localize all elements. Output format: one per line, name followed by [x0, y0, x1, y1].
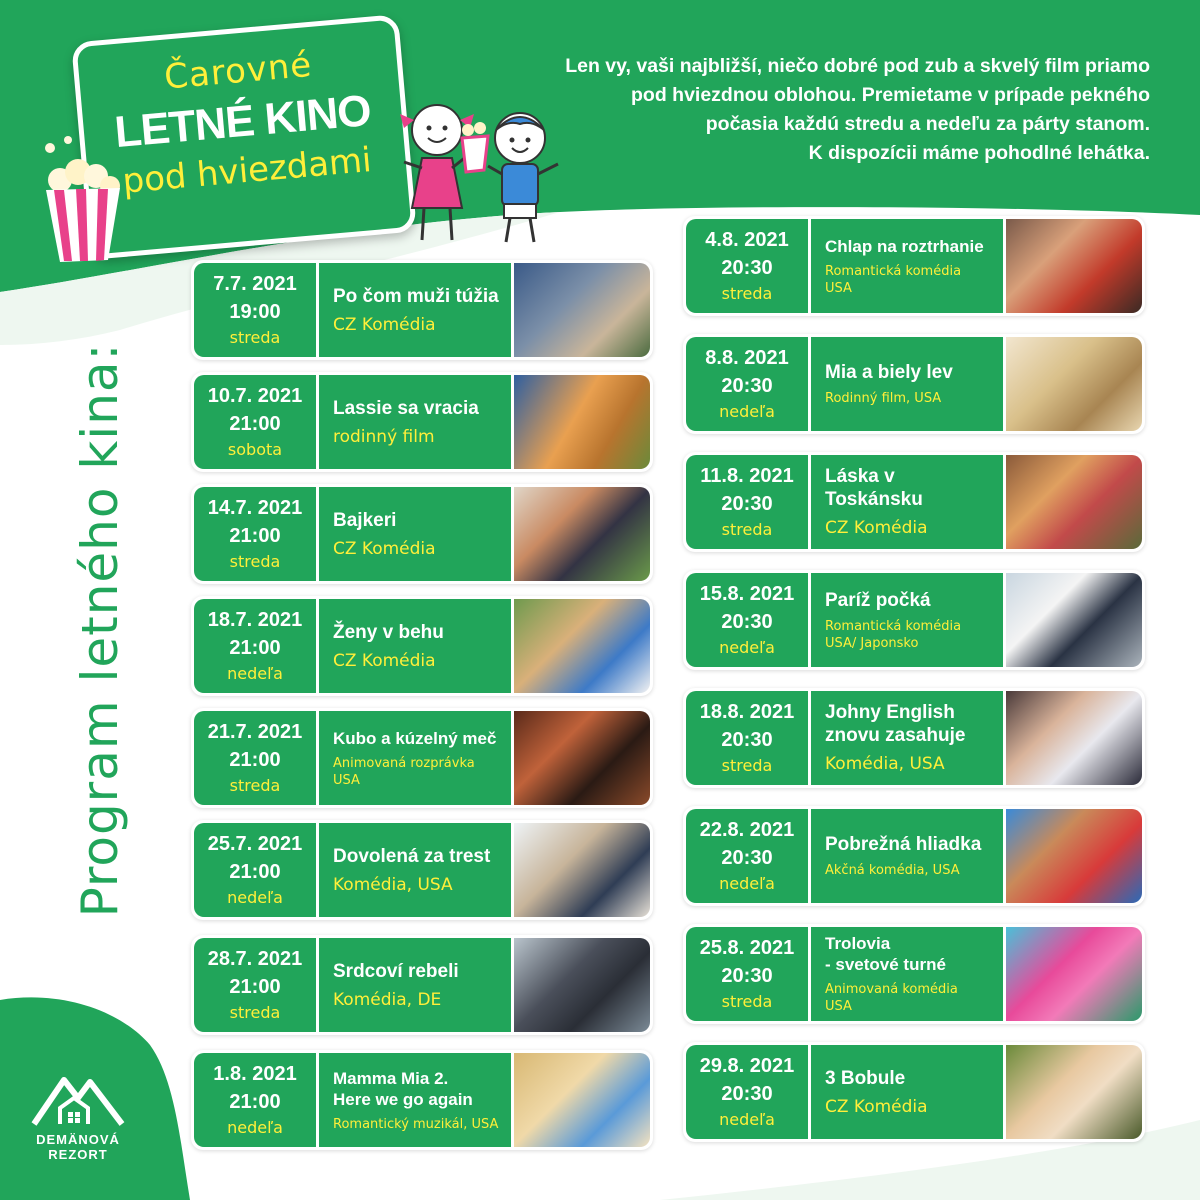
movie-title: Paríž počká: [825, 589, 931, 611]
movie-poster: [1003, 809, 1142, 903]
movie-title: Pobrežná hliadka: [825, 834, 982, 855]
movie-info: [811, 455, 1003, 549]
screening-hour: 20:30: [721, 493, 773, 515]
movie-title: Kubo a kúzelný meč: [333, 728, 497, 748]
movie-poster: [1003, 455, 1142, 549]
movie-genre: Komédia, USA: [333, 874, 453, 895]
movie-poster: [511, 487, 650, 581]
intro-line: pod hviezdnou oblohou. Premietame v prípade pekného: [631, 84, 1150, 106]
movie-genre: CZ Komédia: [333, 650, 436, 671]
screening-day: streda: [229, 1003, 281, 1022]
movie-info: [811, 691, 1003, 785]
movie-poster: [511, 711, 650, 805]
intro-line: Len vy, vaši najbližší, niečo dobré pod zub a skvelý film priamo: [565, 55, 1150, 77]
movie-info: [319, 1053, 511, 1147]
movie-info: [811, 337, 1003, 431]
movie-title: Po čom muži túžia: [333, 285, 499, 307]
screening-date: 18.8. 2021: [699, 701, 795, 723]
screening-day: streda: [721, 520, 773, 539]
screening-hour: 21:00: [229, 976, 281, 998]
movie-info: [319, 823, 511, 917]
movie-card[interactable]: [683, 570, 1145, 670]
screening-hour: 20:30: [721, 965, 773, 987]
movie-genre: Akčná komédia, USA: [825, 863, 960, 878]
screening-time: [686, 691, 811, 785]
screening-hour: 20:30: [721, 1083, 773, 1105]
screening-day: nedeľa: [227, 664, 283, 683]
screening-day: sobota: [227, 440, 283, 459]
movie-info: [811, 573, 1003, 667]
movie-genre: Romantická komédia USA/ Japonsko: [825, 618, 962, 651]
screening-time: [686, 809, 811, 903]
screening-time: [686, 573, 811, 667]
movie-card[interactable]: [191, 935, 653, 1035]
screening-hour: 21:00: [229, 1091, 281, 1113]
movie-card[interactable]: [683, 216, 1145, 316]
screening-day: streda: [721, 992, 773, 1011]
movie-card[interactable]: [683, 688, 1145, 788]
movie-card[interactable]: [191, 820, 653, 920]
screening-date: 14.7. 2021: [207, 497, 303, 519]
movie-genre: Animovaná komédia USA: [825, 982, 958, 1014]
screening-time: [194, 823, 319, 917]
movie-title: Ženy v behu: [333, 621, 444, 643]
screening-day: nedeľa: [719, 1110, 775, 1129]
screening-hour: 21:00: [229, 525, 281, 547]
movie-card[interactable]: [191, 1050, 653, 1150]
demanova-logo: [28, 1068, 128, 1162]
screening-time: [686, 1045, 811, 1139]
screening-date: 4.8. 2021: [705, 229, 789, 251]
movie-title: 3 Bobule: [825, 1067, 906, 1089]
screening-date: 21.7. 2021: [207, 721, 303, 743]
movie-genre: Komédia, USA: [825, 754, 945, 774]
screening-day: nedeľa: [719, 638, 775, 657]
movie-title: Chlap na roztrhanie: [825, 236, 984, 256]
screening-day: streda: [229, 552, 281, 571]
screening-time: [194, 1053, 319, 1147]
movie-info: [319, 263, 511, 357]
movie-genre: Romantický muzikál, USA: [333, 1116, 499, 1132]
screening-time: [686, 455, 811, 549]
movie-card[interactable]: [683, 806, 1145, 906]
movie-card[interactable]: [683, 452, 1145, 552]
intro-text: [470, 52, 1150, 168]
screening-day: nedeľa: [227, 1118, 283, 1137]
screening-hour: 21:00: [229, 749, 281, 771]
screening-hour: 20:30: [721, 611, 773, 633]
movie-poster: [1003, 691, 1142, 785]
movie-card[interactable]: [191, 596, 653, 696]
screening-date: 11.8. 2021: [700, 465, 794, 487]
screening-day: streda: [721, 756, 773, 775]
program-title: Program letného kina:: [71, 342, 129, 918]
movie-poster: [1003, 337, 1142, 431]
screening-date: 25.7. 2021: [207, 833, 303, 855]
screening-time: [194, 711, 319, 805]
screening-time: [194, 487, 319, 581]
screening-date: 15.8. 2021: [699, 583, 795, 605]
screening-hour: 20:30: [721, 257, 773, 279]
movie-info: [319, 375, 511, 469]
movie-genre: CZ Komédia: [825, 518, 928, 538]
movie-info: [811, 927, 1003, 1021]
screening-hour: 21:00: [229, 413, 281, 435]
movie-info: [319, 938, 511, 1032]
screening-date: 1.8. 2021: [213, 1063, 297, 1085]
movie-card[interactable]: [191, 372, 653, 472]
movie-genre: rodinný film: [333, 426, 435, 447]
screening-time: [686, 927, 811, 1021]
movie-card[interactable]: [191, 708, 653, 808]
screening-hour: 20:30: [721, 729, 773, 751]
movie-title: Dovolená za trest: [333, 845, 491, 867]
movie-title: Trolovia - svetové turné: [825, 934, 946, 974]
intro-line: K dispozícii máme pohodlné lehátka.: [808, 142, 1150, 164]
movie-title: Lassie sa vracia: [333, 397, 479, 419]
movie-poster: [511, 823, 650, 917]
logo-line-2: REZORT: [48, 1147, 108, 1162]
screening-day: streda: [229, 328, 281, 347]
movie-poster: [511, 599, 650, 693]
movie-info: [319, 487, 511, 581]
movie-poster: [511, 1053, 650, 1147]
screening-time: [686, 219, 811, 313]
screening-day: nedeľa: [227, 888, 283, 907]
screening-time: [194, 938, 319, 1032]
movie-card[interactable]: [683, 924, 1145, 1024]
title-line-3: pod hviezdami: [120, 140, 374, 202]
screening-hour: 21:00: [229, 861, 281, 883]
screening-date: 22.8. 2021: [699, 819, 795, 841]
screening-time: [194, 599, 319, 693]
movie-poster: [511, 938, 650, 1032]
movie-genre: Rodinný film, USA: [825, 391, 942, 406]
screening-date: 28.7. 2021: [207, 948, 303, 970]
movie-card[interactable]: [191, 260, 653, 360]
movie-info: [811, 1045, 1003, 1139]
screening-date: 8.8. 2021: [705, 347, 789, 369]
screening-hour: 20:30: [721, 375, 773, 397]
logo-line-1: DEMÄNOVÁ: [36, 1132, 120, 1147]
screening-time: [686, 337, 811, 431]
movie-info: [319, 711, 511, 805]
movie-genre: Animovaná rozprávka USA: [333, 755, 475, 788]
movie-genre: CZ Komédia: [825, 1096, 928, 1117]
popcorn-icon: [38, 130, 128, 270]
screening-day: nedeľa: [719, 402, 775, 421]
screening-date: 10.7. 2021: [207, 385, 303, 407]
mountain-logo-icon: [30, 1068, 126, 1128]
screening-hour: 21:00: [229, 637, 281, 659]
movie-title: Mamma Mia 2. Here we go again: [333, 1068, 473, 1109]
movie-poster: [511, 375, 650, 469]
screening-date: 7.7. 2021: [213, 273, 297, 295]
screening-day: streda: [229, 776, 281, 795]
movie-info: [319, 599, 511, 693]
movie-poster: [1003, 1045, 1142, 1139]
screening-date: 18.7. 2021: [207, 609, 303, 631]
movie-genre: Romantická komédia USA: [825, 263, 962, 296]
intro-line: počasia každú stredu a nedeľu za párty stanom.: [705, 113, 1150, 135]
screening-time: [194, 263, 319, 357]
screening-day: nedeľa: [719, 874, 775, 893]
movie-genre: CZ Komédia: [333, 314, 436, 335]
movie-title: Láska v Toskánsku: [825, 466, 923, 510]
movie-info: [811, 809, 1003, 903]
screening-day: streda: [721, 284, 773, 303]
movie-title: Mia a biely lev: [825, 362, 953, 383]
movie-poster: [1003, 927, 1142, 1021]
screening-time: [194, 375, 319, 469]
screening-hour: 20:30: [721, 847, 773, 869]
screening-date: 29.8. 2021: [699, 1055, 795, 1077]
movie-poster: [1003, 573, 1142, 667]
movie-poster: [511, 263, 650, 357]
movie-title: Johny English znovu zasahuje: [825, 702, 966, 746]
screening-hour: 19:00: [229, 301, 281, 323]
movie-info: [811, 219, 1003, 313]
movie-genre: CZ Komédia: [333, 538, 436, 559]
movie-card[interactable]: [683, 334, 1145, 434]
movie-card[interactable]: [683, 1042, 1145, 1142]
movie-genre: Komédia, DE: [333, 989, 442, 1010]
title-line-2: LETNÉ KINO: [112, 85, 373, 158]
title-line-1: Čarovné: [162, 44, 314, 98]
movie-title: Srdcoví rebeli: [333, 960, 459, 982]
screening-date: 25.8. 2021: [699, 937, 795, 959]
movie-card[interactable]: [191, 484, 653, 584]
movie-title: Bajkeri: [333, 509, 397, 531]
movie-poster: [1003, 219, 1142, 313]
